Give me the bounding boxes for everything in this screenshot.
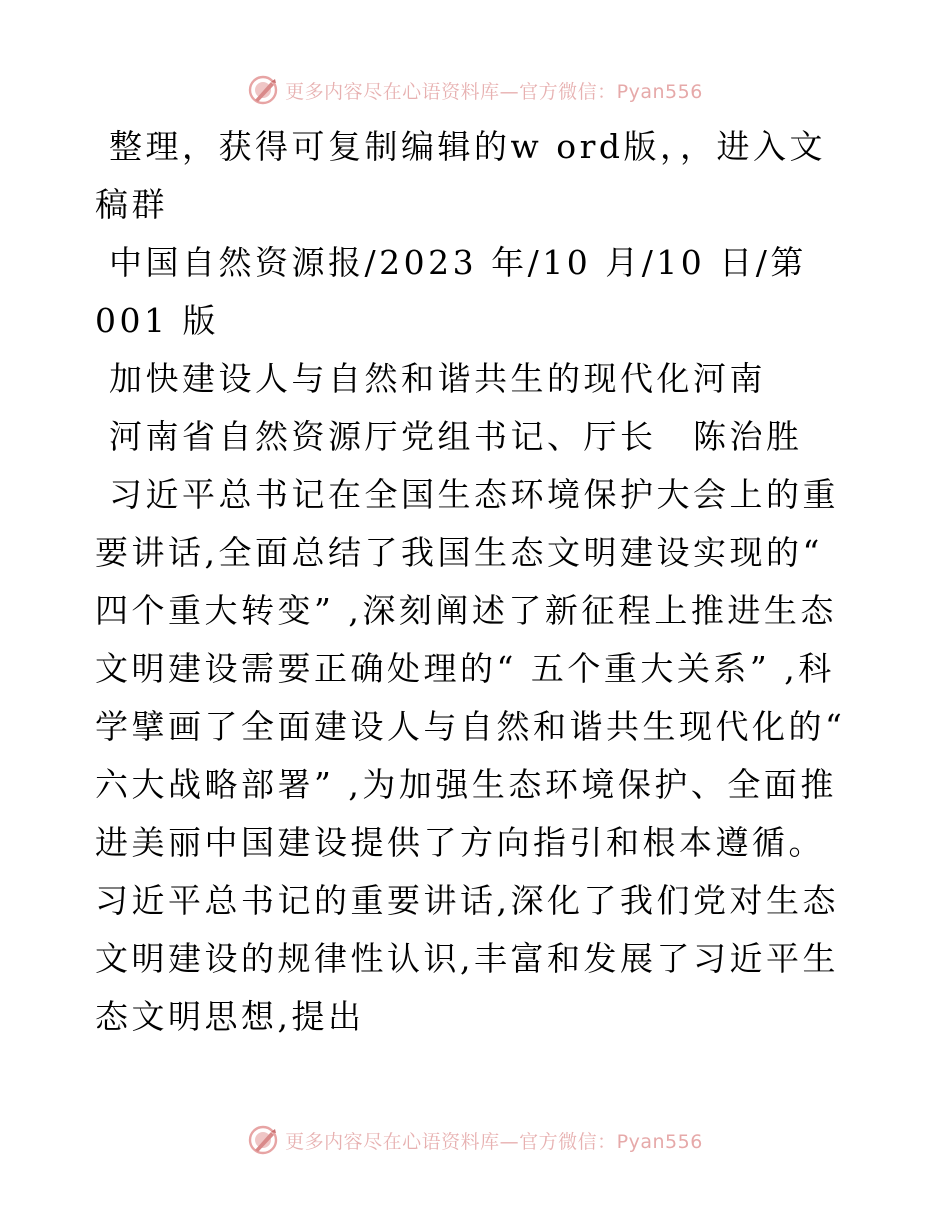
header-watermark [0,70,950,110]
pen-logo-icon [247,74,279,106]
footer-watermark [0,1120,950,1160]
watermark-group [247,1124,703,1156]
body-paragraph: 习近平总书记在全国生态环境保护大会上的重要讲话,全面总结了我国生态文明建设实现的“ 四个重大转变” ,深刻阐述了新征程上推进生态文明建设需要正确处理的“ 五个重大关系” ,科学擘画了全面建设人与自然和谐共生现代化的“ 六大战略部署” ,为加强生态环境保护、全面推进美丽中国建设提供了方向指引和根本遵循。 习近平总书记的重要讲话,深化了我们党对生态文明建设的规律性认识,丰富和发展了习近平生态文明思想,提出 [95,475,846,1036]
watermark-text: 更多内容尽在心语资料库—官方微信：Pyan556 [285,80,703,103]
intro-paragraph: 整理，获得可复制编辑的w ord版，，进入文稿群 [95,127,827,224]
article-title: 加快建设人与自然和谐共生的现代化河南 [109,359,766,398]
pen-logo-icon [247,1124,279,1156]
watermark-text: 更多内容尽在心语资料库—官方微信：Pyan556 [285,1130,703,1153]
watermark-group [247,74,703,106]
source-line: 中国自然资源报/2023 年/10 月/10 日/第 001 版 [95,243,807,340]
author-line: 河南省自然资源厅党组书记、厅长 陈治胜 [109,417,803,456]
document-body [95,118,855,1046]
